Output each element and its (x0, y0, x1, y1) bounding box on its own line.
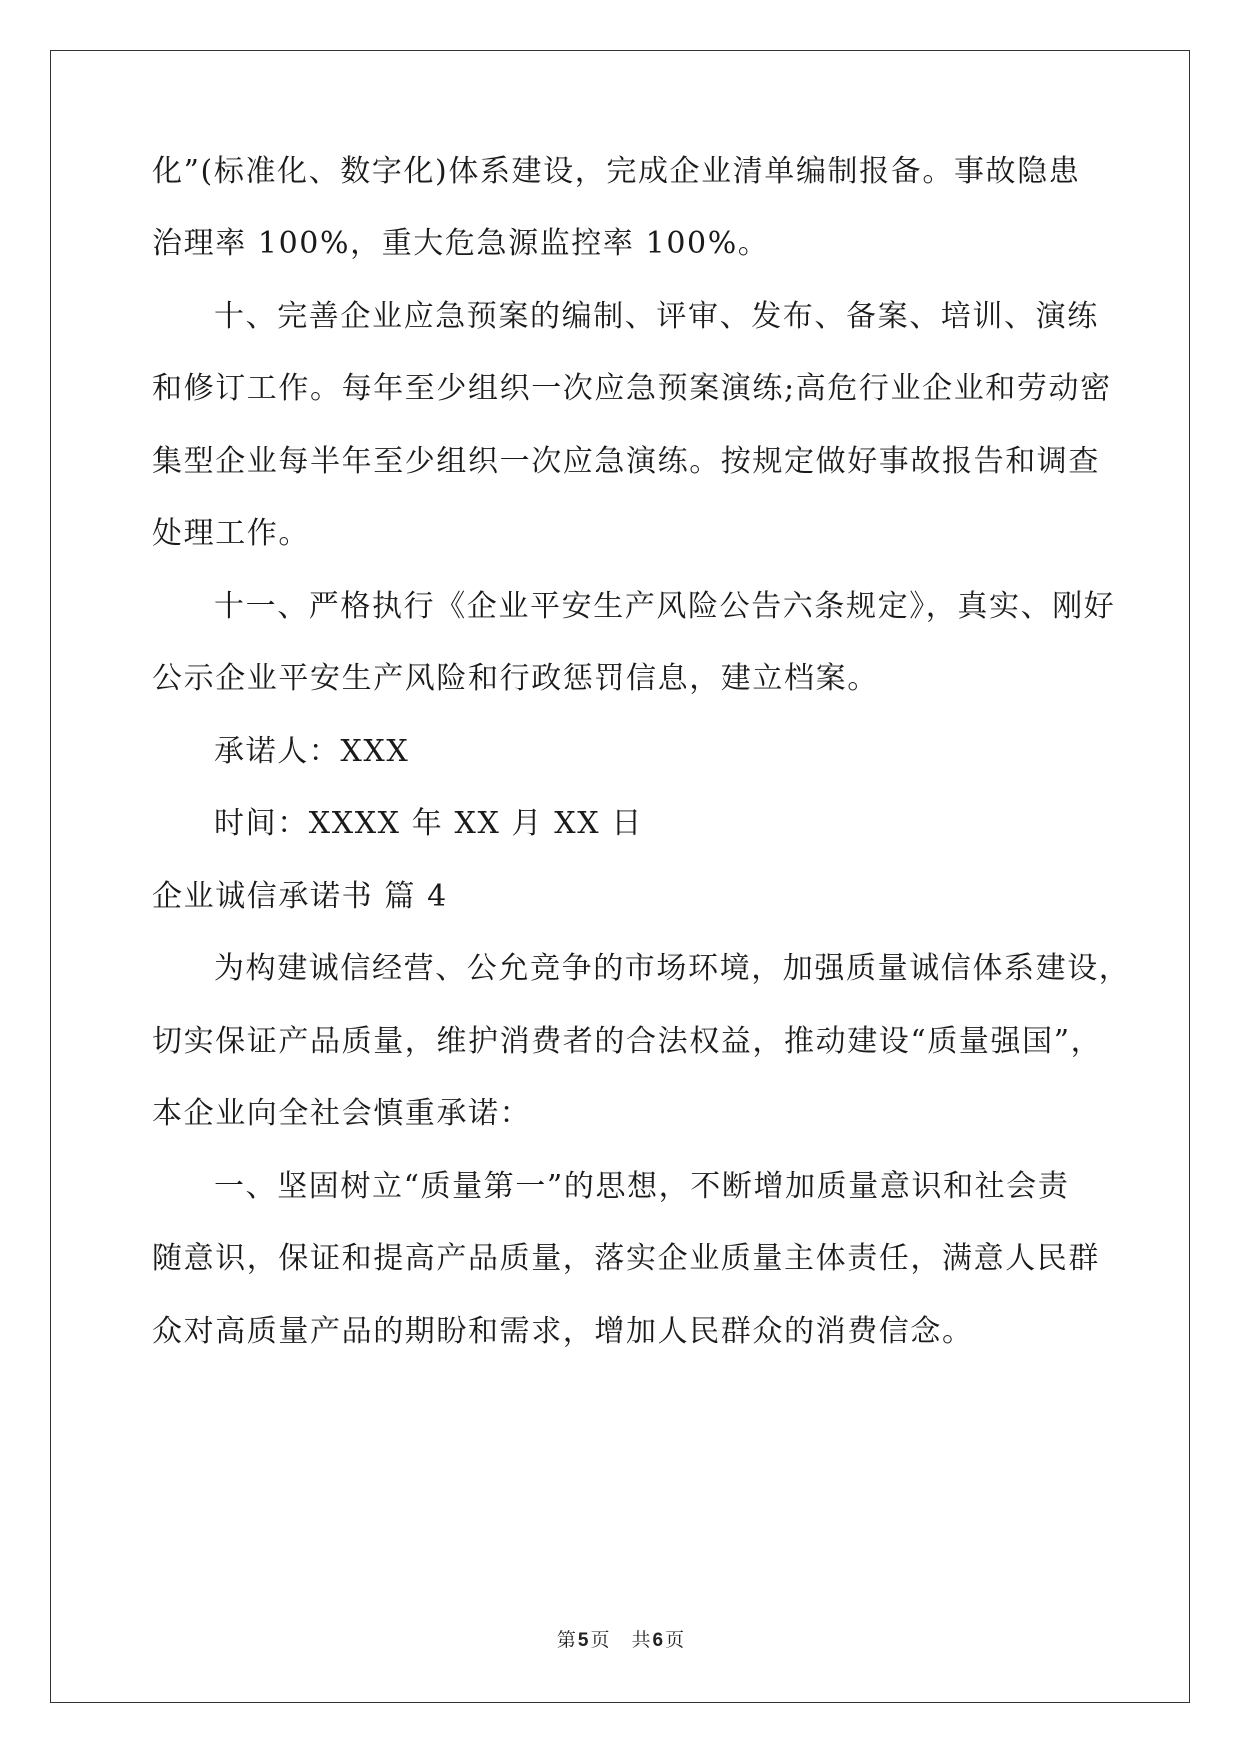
page-number: 5 (577, 1630, 589, 1651)
paragraph-start-line: 十一、严格执行《企业平安生产风险公告六条规定》，真实、刚好 (214, 589, 1116, 624)
text-line: 治理率 100%，重大危急源监控率 100%。 (152, 226, 770, 261)
paragraph-start-line: 一、坚固树立“质量第一”的思想，不断增加质量意识和社会责 (214, 1169, 1070, 1204)
text-line: 和修订工作。每年至少组织一次应急预案演练;高危行业企业和劳动密 (152, 371, 1112, 406)
total-suffix: 页 (665, 1629, 685, 1651)
text-line: 公示企业平安生产风险和行政惩罚信息，建立档案。 (152, 661, 879, 696)
date-line: 时间：XXXX 年 XX 月 XX 日 (214, 806, 643, 841)
text-line: 随意识，保证和提高产品质量，落实企业质量主体责任，满意人民群 (152, 1241, 1100, 1276)
section-heading: 企业诚信承诺书 篇 4 (152, 879, 448, 914)
paragraph-start-line: 为构建诚信经营、公允竞争的市场环境，加强质量诚信体系建设， (214, 951, 1131, 986)
text-line: 化”(标准化、数字化)体系建设，完成企业清单编制报备。事故隐患 (152, 154, 1081, 189)
text-line: 本企业向全社会慎重承诺： (152, 1096, 532, 1131)
page-suffix: 页 (590, 1629, 610, 1651)
signatory-line: 承诺人：XXX (214, 734, 410, 769)
text-line: 切实保证产品质量，维护消费者的合法权益，推动建设“质量强国”， (152, 1024, 1103, 1059)
total-pages: 6 (652, 1630, 664, 1651)
page-footer (0, 1628, 1241, 1653)
page-prefix: 第 (556, 1629, 576, 1651)
text-line: 处理工作。 (152, 516, 310, 551)
text-line: 众对高质量产品的期盼和需求，增加人民群众的消费信念。 (152, 1314, 974, 1349)
paragraph-start-line: 十、完善企业应急预案的编制、评审、发布、备案、培训、演练 (214, 299, 1099, 334)
total-prefix: 共 (631, 1629, 651, 1651)
text-line: 集型企业每半年至少组织一次应急演练。按规定做好事故报告和调查 (152, 444, 1100, 479)
